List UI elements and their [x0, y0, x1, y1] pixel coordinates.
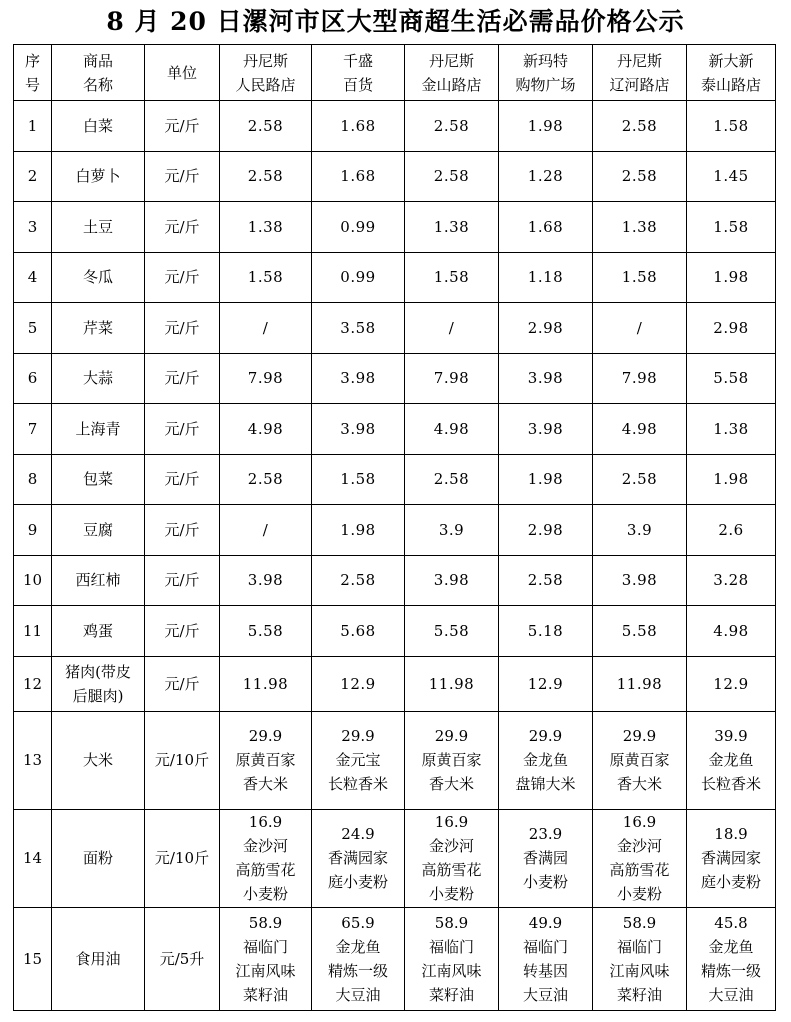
product-cell	[405, 809, 499, 907]
price-cell: 2.58	[312, 555, 405, 606]
header-store-5: 丹尼斯 辽河路店	[593, 45, 687, 101]
price-cell: 1.58	[220, 252, 312, 303]
price-cell: 1.58	[405, 252, 499, 303]
item-name: 鸡蛋	[52, 606, 145, 657]
product-desc-line: 庭小麦粉	[700, 873, 761, 891]
price-cell: 2.58	[593, 454, 687, 505]
product-desc-line: 金龙鱼	[708, 937, 754, 956]
product-cell	[687, 907, 776, 1010]
table-row	[14, 404, 776, 455]
price-cell: 1.98	[499, 454, 593, 505]
price-cell: 1.38	[220, 202, 312, 253]
price-cell: 2.58	[593, 151, 687, 202]
price-cell: 3.98	[499, 353, 593, 404]
product-price: 16.9	[248, 813, 283, 831]
price-cell: 1.98	[499, 101, 593, 152]
price-cell: 5.68	[312, 606, 405, 657]
product-desc-line: 金龙鱼	[708, 751, 754, 769]
price-cell: 1.18	[499, 252, 593, 303]
product-desc-line: 小麦粉	[428, 885, 474, 903]
table-row	[14, 809, 776, 907]
product-desc-line: 江南风味	[235, 961, 296, 980]
product-cell	[220, 711, 312, 809]
item-name: 豆腐	[52, 505, 145, 556]
table-row	[14, 303, 776, 354]
item-name: 冬瓜	[52, 252, 145, 303]
price-cell: 2.58	[220, 454, 312, 505]
item-unit: 元/斤	[145, 555, 220, 606]
price-cell: 3.98	[593, 555, 687, 606]
product-desc-line: 金沙河	[428, 837, 474, 855]
product-desc-line: 香大米	[616, 775, 662, 793]
product-cell	[405, 711, 499, 809]
table-row	[14, 252, 776, 303]
price-cell: 12.9	[499, 656, 593, 711]
item-unit: 元/5升	[145, 907, 220, 1010]
product-desc-line: 精炼一级	[327, 961, 388, 980]
product-cell	[405, 907, 499, 1010]
product-desc-line: 香满园家	[327, 849, 388, 867]
product-price: 29.9	[434, 727, 469, 745]
item-name: 大蒜	[52, 353, 145, 404]
product-price: 23.9	[528, 825, 563, 843]
price-cell: 2.58	[220, 101, 312, 152]
item-unit: 元/斤	[145, 404, 220, 455]
price-cell: 1.58	[593, 252, 687, 303]
product-price: 39.9	[714, 727, 748, 745]
product-cell	[593, 711, 687, 809]
price-table	[13, 44, 776, 1011]
row-no: 7	[14, 404, 52, 455]
row-no: 15	[14, 907, 52, 1010]
price-cell: 1.98	[687, 454, 776, 505]
price-cell: 1.45	[687, 151, 776, 202]
price-cell: 7.98	[220, 353, 312, 404]
price-cell: 7.98	[405, 353, 499, 404]
product-price: 29.9	[341, 727, 375, 745]
product-desc-line: 香大米	[242, 775, 288, 793]
item-name: 土豆	[52, 202, 145, 253]
item-unit: 元/斤	[145, 303, 220, 354]
product-desc-line: 香大米	[428, 775, 474, 793]
table-row	[14, 353, 776, 404]
product-price: 58.9	[434, 913, 469, 932]
row-no: 4	[14, 252, 52, 303]
price-cell: 3.98	[405, 555, 499, 606]
table-row	[14, 606, 776, 657]
item-unit: 元/斤	[145, 454, 220, 505]
product-price: 29.9	[622, 727, 657, 745]
product-desc-line: 福临门	[242, 937, 288, 956]
product-desc-line: 小麦粉	[242, 885, 288, 903]
price-cell: 1.58	[312, 454, 405, 505]
price-cell: 1.98	[687, 252, 776, 303]
price-cell: 11.98	[593, 656, 687, 711]
product-desc-line: 转基因	[522, 961, 568, 980]
price-cell: 2.6	[687, 505, 776, 556]
item-unit: 元/斤	[145, 353, 220, 404]
price-cell: 11.98	[405, 656, 499, 711]
item-unit: 元/斤	[145, 505, 220, 556]
product-price: 29.9	[528, 727, 563, 745]
row-no: 11	[14, 606, 52, 657]
row-no: 3	[14, 202, 52, 253]
price-cell: 1.68	[312, 151, 405, 202]
price-cell: 7.98	[593, 353, 687, 404]
header-no: 序 号	[14, 45, 52, 101]
row-no: 6	[14, 353, 52, 404]
price-cell: /	[405, 303, 499, 354]
price-cell: 4.98	[405, 404, 499, 455]
price-cell: 1.58	[687, 101, 776, 152]
product-desc-line: 高筋雪花	[235, 861, 296, 879]
page-title: 8 月 20 日漯河市区大型商超生活必需品价格公示	[106, 7, 685, 36]
price-cell: 3.98	[220, 555, 312, 606]
price-cell: 2.98	[499, 303, 593, 354]
item-unit: 元/10斤	[145, 711, 220, 809]
header-store-6: 新大新 泰山路店	[687, 45, 776, 101]
item-unit: 元/斤	[145, 656, 220, 711]
product-desc-line: 高筋雪花	[609, 861, 670, 879]
table-row	[14, 555, 776, 606]
price-cell: 5.58	[687, 353, 776, 404]
product-cell	[499, 907, 593, 1010]
item-unit: 元/斤	[145, 101, 220, 152]
item-name: 白萝卜	[52, 151, 145, 202]
item-name: 上海青	[52, 404, 145, 455]
product-desc-line: 大豆油	[522, 985, 568, 1004]
product-desc-line: 小麦粉	[522, 873, 568, 891]
product-cell	[687, 711, 776, 809]
header-store-1: 丹尼斯 人民路店	[220, 45, 312, 101]
table-row	[14, 711, 776, 809]
product-price: 58.9	[248, 913, 283, 932]
item-name: 面粉	[52, 809, 145, 907]
price-cell: 5.58	[405, 606, 499, 657]
product-desc-line: 菜籽油	[616, 985, 662, 1004]
price-cell: 0.99	[312, 252, 405, 303]
price-cell: 12.9	[687, 656, 776, 711]
product-desc-line: 大豆油	[708, 985, 754, 1004]
row-no: 9	[14, 505, 52, 556]
price-cell: 1.38	[687, 404, 776, 455]
price-cell: 1.68	[499, 202, 593, 253]
price-cell: 3.9	[405, 505, 499, 556]
product-desc-line: 小麦粉	[616, 885, 662, 903]
product-desc-line: 菜籽油	[428, 985, 474, 1004]
price-cell: 0.99	[312, 202, 405, 253]
product-cell	[687, 809, 776, 907]
item-name: 食用油	[52, 907, 145, 1010]
product-desc-line: 原黄百家	[235, 751, 296, 769]
price-cell: 1.38	[405, 202, 499, 253]
row-no: 2	[14, 151, 52, 202]
item-name: 包菜	[52, 454, 145, 505]
item-unit: 元/斤	[145, 202, 220, 253]
product-desc-line: 高筋雪花	[421, 861, 482, 879]
product-desc-line: 江南风味	[421, 961, 482, 980]
header-unit: 单位	[145, 45, 220, 101]
product-cell	[220, 809, 312, 907]
price-cell: 2.98	[687, 303, 776, 354]
price-cell: 2.98	[499, 505, 593, 556]
price-cell: 1.58	[687, 202, 776, 253]
table-row	[14, 202, 776, 253]
price-cell: 3.98	[312, 404, 405, 455]
table-row	[14, 151, 776, 202]
product-desc-line: 长粒香米	[327, 775, 388, 793]
product-cell	[593, 809, 687, 907]
price-cell: 5.18	[499, 606, 593, 657]
product-price: 24.9	[341, 825, 375, 843]
row-no: 13	[14, 711, 52, 809]
header-name: 商品 名称	[52, 45, 145, 101]
item-name: 白菜	[52, 101, 145, 152]
price-cell: 5.58	[220, 606, 312, 657]
row-no: 1	[14, 101, 52, 152]
price-cell: 12.9	[312, 656, 405, 711]
product-desc-line: 庭小麦粉	[327, 873, 388, 891]
product-desc-line: 金沙河	[242, 837, 288, 855]
header-row	[14, 45, 776, 101]
item-unit: 元/斤	[145, 252, 220, 303]
product-price: 65.9	[341, 913, 375, 932]
table-row	[14, 907, 776, 1010]
product-cell	[220, 907, 312, 1010]
price-cell: 11.98	[220, 656, 312, 711]
table-row	[14, 454, 776, 505]
item-name: 西红柿	[52, 555, 145, 606]
product-desc-line: 大豆油	[335, 985, 381, 1004]
item-name: 芹菜	[52, 303, 145, 354]
item-name: 大米	[52, 711, 145, 809]
product-price: 29.9	[248, 727, 283, 745]
row-no: 10	[14, 555, 52, 606]
price-cell: 2.58	[593, 101, 687, 152]
product-cell	[499, 809, 593, 907]
price-cell: /	[593, 303, 687, 354]
header-store-3: 丹尼斯 金山路店	[405, 45, 499, 101]
product-desc-line: 金元宝	[335, 751, 381, 769]
product-price: 16.9	[622, 813, 657, 831]
product-desc-line: 香满园	[522, 849, 568, 867]
price-cell: 2.58	[499, 555, 593, 606]
product-price: 18.9	[714, 825, 748, 843]
price-cell: 4.98	[593, 404, 687, 455]
price-cell: 1.38	[593, 202, 687, 253]
product-desc-line: 盘锦大米	[515, 775, 576, 793]
price-cell: 3.98	[312, 353, 405, 404]
price-cell: 2.58	[405, 101, 499, 152]
product-cell	[593, 907, 687, 1010]
product-cell	[499, 711, 593, 809]
product-desc-line: 香满园家	[700, 849, 761, 867]
header-store-2: 千盛 百货	[312, 45, 405, 101]
product-desc-line: 原黄百家	[609, 751, 670, 769]
product-cell	[312, 711, 405, 809]
price-cell: 3.98	[499, 404, 593, 455]
product-desc-line: 金龙鱼	[522, 751, 568, 769]
price-cell: 4.98	[687, 606, 776, 657]
product-desc-line: 原黄百家	[421, 751, 482, 769]
price-cell: 3.9	[593, 505, 687, 556]
price-cell: 4.98	[220, 404, 312, 455]
price-cell: 3.58	[312, 303, 405, 354]
price-cell: /	[220, 303, 312, 354]
product-desc-line: 福临门	[522, 937, 568, 956]
product-price: 58.9	[622, 913, 657, 932]
table-row	[14, 505, 776, 556]
price-cell: 2.58	[405, 151, 499, 202]
price-cell: 2.58	[405, 454, 499, 505]
product-price: 49.9	[528, 913, 563, 932]
header-store-4: 新玛特 购物广场	[499, 45, 593, 101]
product-desc-line: 金龙鱼	[335, 937, 381, 956]
price-cell: 1.98	[312, 505, 405, 556]
row-no: 12	[14, 656, 52, 711]
price-cell: 5.58	[593, 606, 687, 657]
product-cell	[312, 809, 405, 907]
price-cell: 1.28	[499, 151, 593, 202]
item-name: 猪肉(带皮 后腿肉)	[52, 656, 145, 711]
product-desc-line: 江南风味	[609, 961, 670, 980]
price-cell: 2.58	[220, 151, 312, 202]
item-unit: 元/斤	[145, 151, 220, 202]
table-row	[14, 101, 776, 152]
price-cell: 3.28	[687, 555, 776, 606]
table-row	[14, 656, 776, 711]
product-price: 16.9	[434, 813, 469, 831]
product-desc-line: 福临门	[428, 937, 474, 956]
item-unit: 元/10斤	[145, 809, 220, 907]
product-desc-line: 长粒香米	[700, 775, 761, 793]
product-desc-line: 菜籽油	[242, 985, 288, 1004]
product-desc-line: 精炼一级	[700, 961, 761, 980]
item-unit: 元/斤	[145, 606, 220, 657]
price-cell: 1.68	[312, 101, 405, 152]
product-price: 45.8	[714, 913, 748, 932]
price-cell: /	[220, 505, 312, 556]
product-cell	[312, 907, 405, 1010]
row-no: 8	[14, 454, 52, 505]
row-no: 14	[14, 809, 52, 907]
product-desc-line: 金沙河	[616, 837, 662, 855]
product-desc-line: 福临门	[616, 937, 662, 956]
row-no: 5	[14, 303, 52, 354]
